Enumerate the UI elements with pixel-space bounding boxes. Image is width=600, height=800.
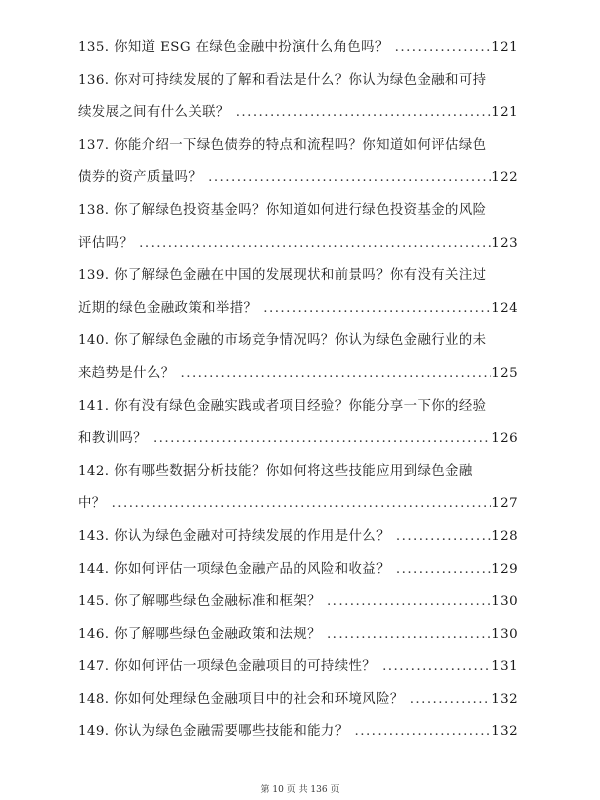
toc-leader-dots bbox=[321, 619, 491, 652]
toc-entry[interactable] bbox=[78, 456, 518, 521]
toc-page-number: 128 bbox=[491, 528, 518, 544]
toc-entry[interactable] bbox=[78, 586, 518, 619]
toc-leader-dots bbox=[349, 716, 492, 749]
toc-leader-dots bbox=[106, 488, 492, 521]
toc-entry-last-line bbox=[78, 586, 518, 619]
toc-leader-dots bbox=[390, 554, 491, 587]
toc-page-number: 130 bbox=[491, 626, 518, 642]
toc-entry-line: 140. 你了解绿色金融的市场竞争情况吗？你认为绿色金融行业的未 bbox=[78, 333, 487, 349]
toc-entry[interactable] bbox=[78, 65, 518, 130]
toc-entry-last-line bbox=[78, 293, 518, 326]
toc-entry[interactable] bbox=[78, 32, 518, 65]
toc-entry-line: 136. 你对可持续发展的了解和看法是什么？你认为绿色金融和可持 bbox=[78, 72, 487, 88]
toc-leader-dots bbox=[321, 586, 491, 619]
toc-entry-title: 来趋势是什么？ bbox=[78, 365, 175, 381]
toc-entry-last-line bbox=[78, 228, 518, 261]
toc-entry[interactable] bbox=[78, 684, 518, 717]
toc-entry-title: 评估吗？ bbox=[78, 235, 134, 251]
toc-page-number: 130 bbox=[491, 594, 518, 610]
toc-entry-title: 145. 你了解哪些绿色金融标准和框架？ bbox=[78, 594, 321, 610]
toc-entry[interactable] bbox=[78, 130, 518, 195]
toc-entry[interactable] bbox=[78, 554, 518, 587]
toc-page-number: 121 bbox=[491, 40, 518, 55]
toc-page-number: 131 bbox=[491, 659, 518, 675]
toc-entry-last-line bbox=[78, 32, 518, 65]
toc-entry-last-line bbox=[78, 521, 518, 554]
toc-page-number: 132 bbox=[491, 724, 518, 740]
toc-page-number: 132 bbox=[491, 691, 518, 707]
toc-page-number: 121 bbox=[491, 105, 518, 121]
toc-leader-dots bbox=[257, 293, 491, 326]
toc-page-number: 129 bbox=[491, 561, 518, 577]
toc-page-number: 125 bbox=[491, 365, 518, 381]
toc-entry-title: 143. 你认为绿色金融对可持续发展的作用是什么？ bbox=[78, 528, 390, 544]
toc-entry[interactable] bbox=[78, 619, 518, 652]
toc-entry-last-line bbox=[78, 162, 518, 195]
toc-entry-title: 147. 你如何评估一项绿色金融项目的可持续性？ bbox=[78, 659, 377, 675]
toc-leader-dots bbox=[389, 32, 492, 65]
toc-entry-last-line bbox=[78, 97, 518, 130]
toc-entry-last-line bbox=[78, 554, 518, 587]
toc-entry-line: 138. 你了解绿色投资基金吗？你知道如何进行绿色投资基金的风险 bbox=[78, 202, 487, 218]
table-of-contents bbox=[78, 32, 518, 749]
toc-entry-last-line bbox=[78, 684, 518, 717]
toc-entry-title: 和教训吗？ bbox=[78, 431, 147, 447]
toc-entry-title: 135. 你知道 ESG 在绿色金融中扮演什么角色吗？ bbox=[78, 40, 389, 55]
toc-leader-dots bbox=[147, 423, 491, 456]
toc-entry[interactable] bbox=[78, 260, 518, 325]
toc-entry[interactable] bbox=[78, 195, 518, 260]
toc-page-number: 126 bbox=[491, 431, 518, 447]
toc-entry-title: 债券的资产质量吗？ bbox=[78, 170, 203, 186]
toc-entry-title: 144. 你如何评估一项绿色金融产品的风险和收益？ bbox=[78, 561, 390, 577]
toc-leader-dots bbox=[390, 521, 491, 554]
toc-entry-title: 146. 你了解哪些绿色金融政策和法规？ bbox=[78, 626, 321, 642]
toc-entry-last-line bbox=[78, 488, 518, 521]
toc-entry[interactable] bbox=[78, 521, 518, 554]
toc-entry-title: 148. 你如何处理绿色金融项目中的社会和环境风险？ bbox=[78, 691, 404, 707]
toc-entry[interactable] bbox=[78, 391, 518, 456]
toc-leader-dots bbox=[202, 162, 491, 195]
toc-leader-dots bbox=[133, 228, 491, 261]
toc-entry-last-line bbox=[78, 619, 518, 652]
toc-entry-title: 149. 你认为绿色金融需要哪些技能和能力？ bbox=[78, 724, 349, 740]
toc-page-number: 123 bbox=[491, 235, 518, 251]
toc-entry-title: 续发展之间有什么关联？ bbox=[78, 105, 230, 121]
toc-entry-line: 139. 你了解绿色金融在中国的发展现状和前景吗？你有没有关注过 bbox=[78, 268, 487, 284]
toc-entry[interactable] bbox=[78, 325, 518, 390]
toc-leader-dots bbox=[175, 358, 492, 391]
toc-entry-line: 141. 你有没有绿色金融实践或者项目经验？你能分享一下你的经验 bbox=[78, 398, 487, 414]
toc-entry-line: 142. 你有哪些数据分析技能？你如何将这些技能应用到绿色金融 bbox=[78, 463, 473, 479]
toc-page-number: 127 bbox=[491, 496, 518, 512]
toc-entry-last-line bbox=[78, 358, 518, 391]
toc-leader-dots bbox=[376, 651, 491, 684]
toc-leader-dots bbox=[404, 684, 492, 717]
toc-entry-last-line bbox=[78, 716, 518, 749]
toc-entry-last-line bbox=[78, 423, 518, 456]
page-footer: 第 10 页 共 136 页 bbox=[260, 785, 340, 795]
toc-leader-dots bbox=[230, 97, 492, 130]
toc-entry-title: 近期的绿色金融政策和举措？ bbox=[78, 300, 258, 316]
toc-entry[interactable] bbox=[78, 651, 518, 684]
toc-page-number: 124 bbox=[491, 300, 518, 316]
toc-entry-line: 137. 你能介绍一下绿色债券的特点和流程吗？你知道如何评估绿色 bbox=[78, 137, 487, 153]
toc-page-number: 122 bbox=[491, 170, 518, 186]
toc-entry-title: 中？ bbox=[78, 496, 106, 512]
toc-entry-last-line bbox=[78, 651, 518, 684]
toc-entry[interactable] bbox=[78, 716, 518, 749]
